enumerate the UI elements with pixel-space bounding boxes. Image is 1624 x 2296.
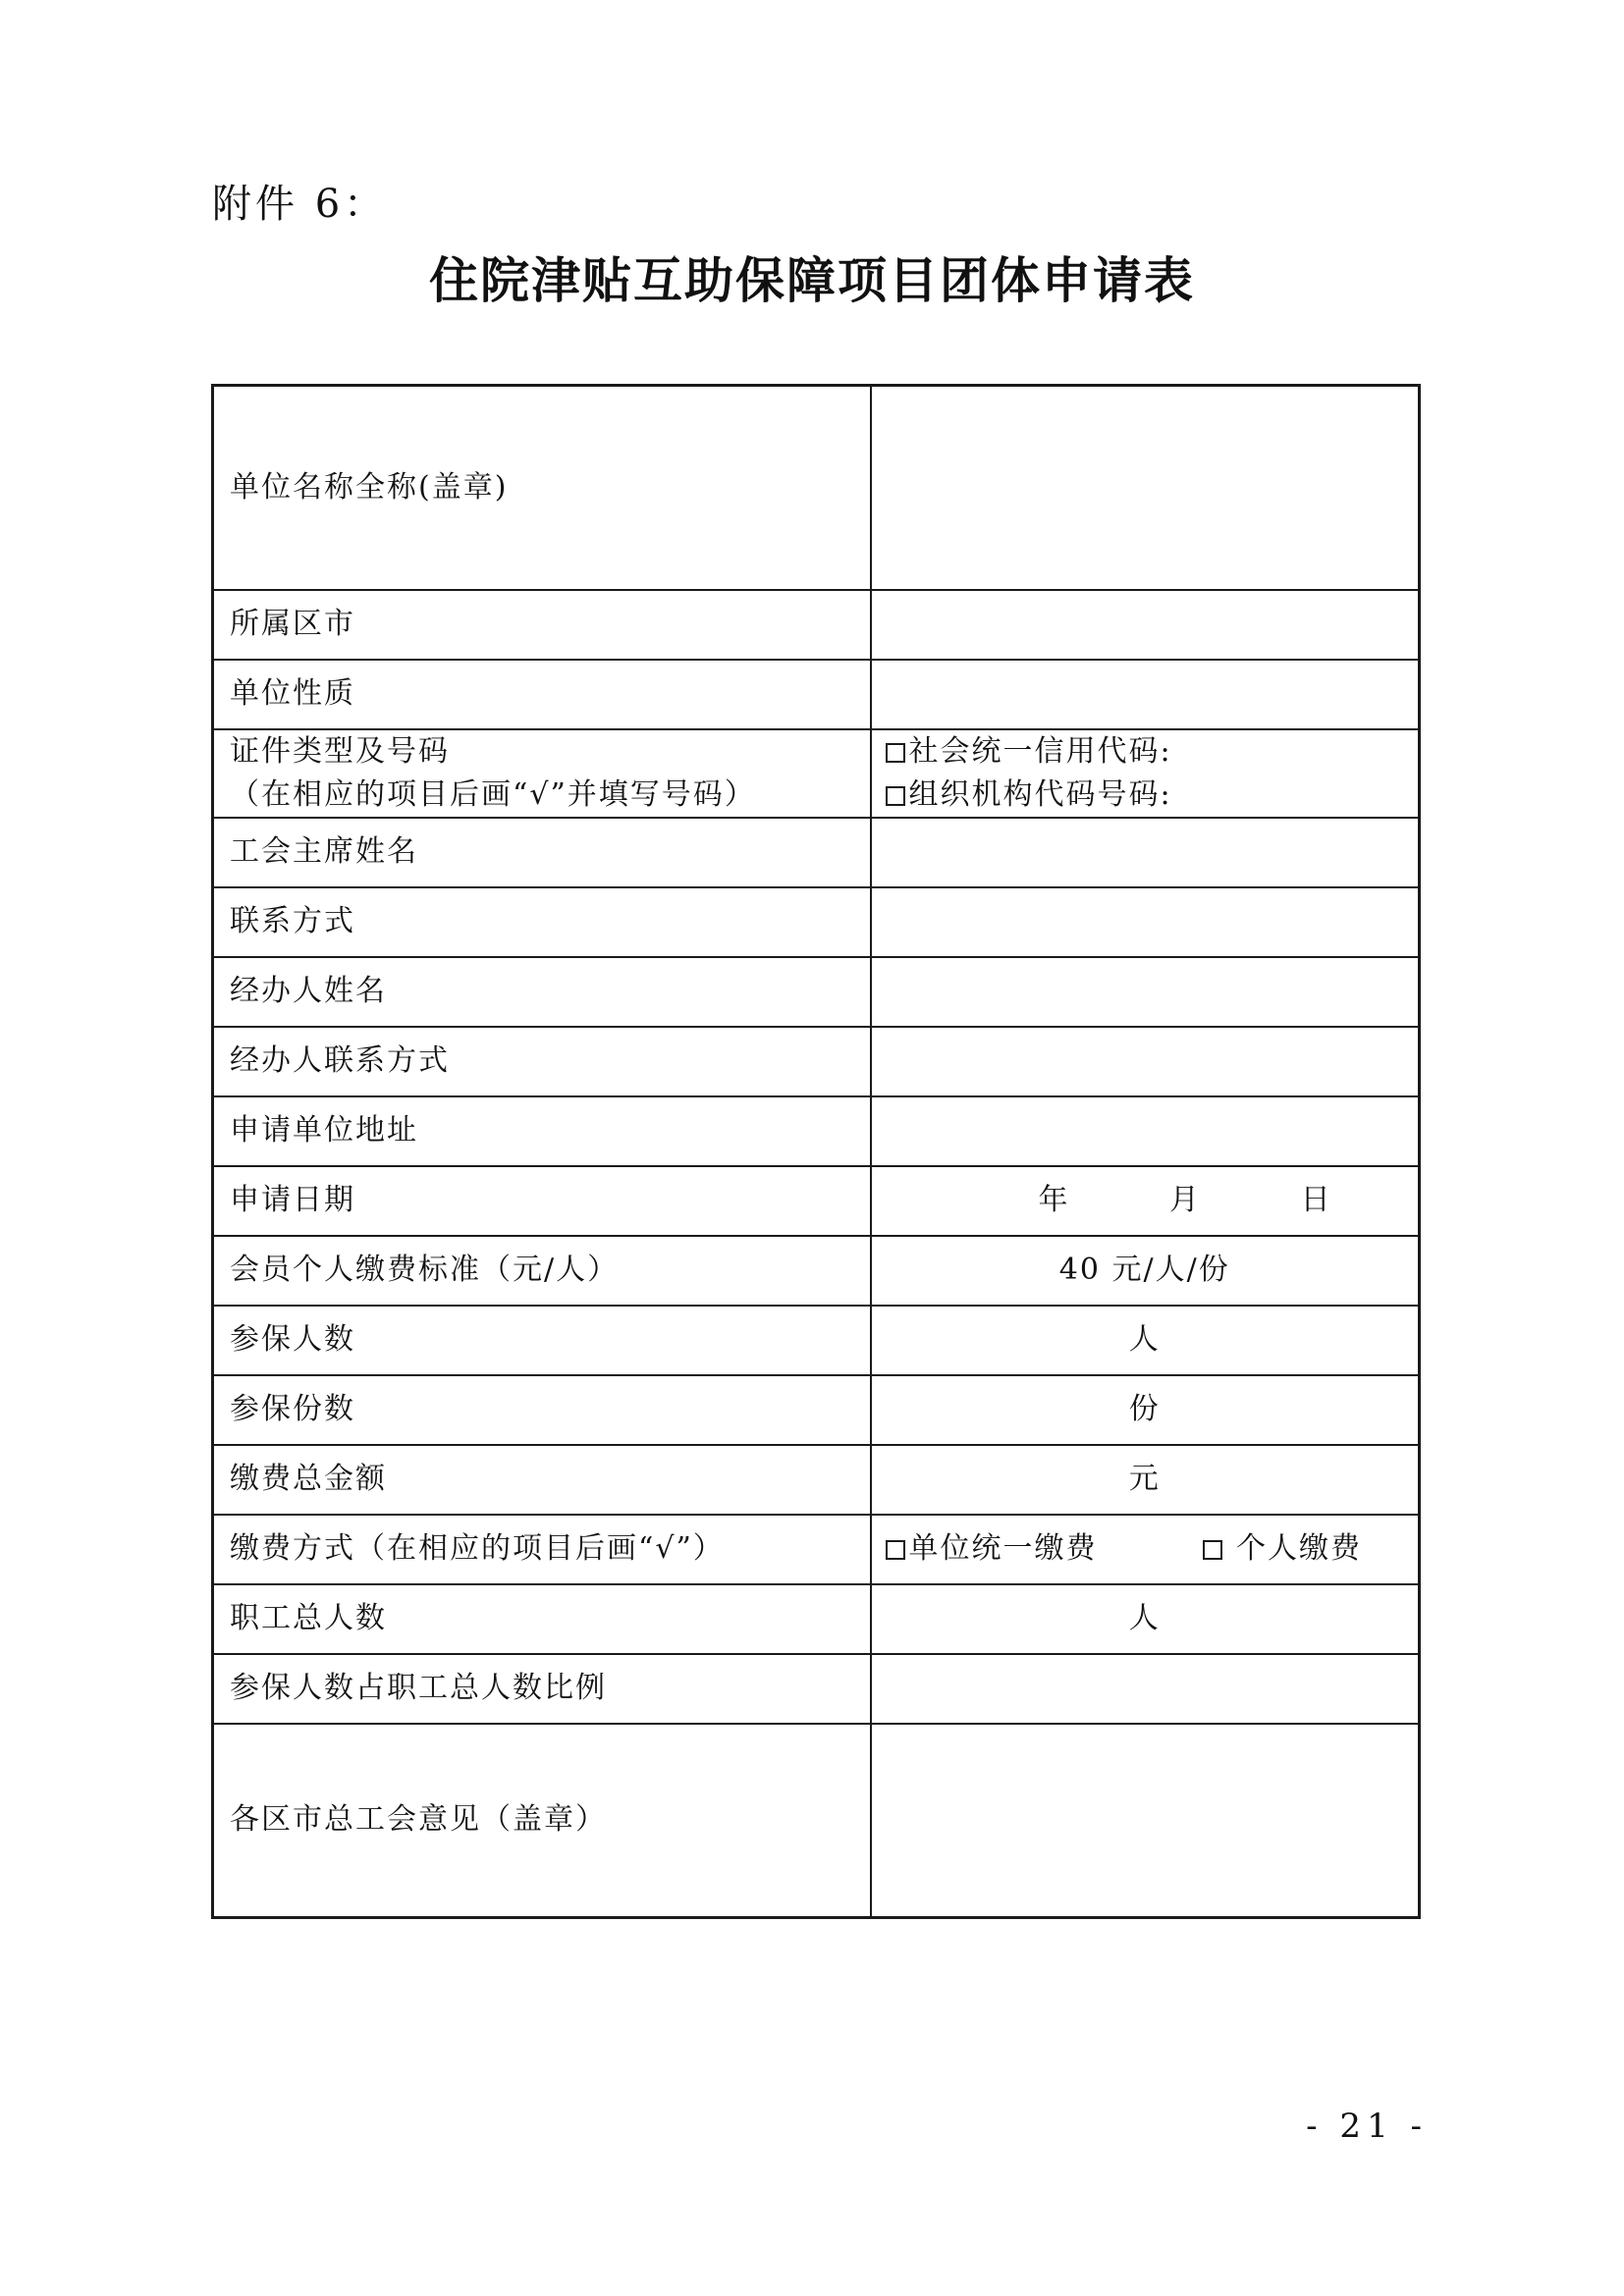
unit-payment-option[interactable]	[886, 1531, 1098, 1566]
row-total-staff	[213, 1584, 1420, 1654]
application-form-table	[211, 384, 1421, 1919]
org-code-option[interactable]	[886, 774, 1403, 817]
address-label: 申请单位地址	[213, 1096, 871, 1166]
union-chair-label: 工会主席姓名	[213, 818, 871, 887]
row-district	[213, 590, 1420, 660]
contact-label: 联系方式	[213, 887, 871, 957]
row-ratio	[213, 1654, 1420, 1724]
certificate-hint: （在相应的项目后画“√”并填写号码）	[230, 776, 756, 812]
district-opinion-label: 各区市总工会意见（盖章）	[213, 1724, 871, 1918]
checkbox-icon[interactable]	[886, 743, 905, 763]
total-staff-label: 职工总人数	[213, 1584, 871, 1654]
total-fee-label: 缴费总金额	[213, 1445, 871, 1515]
total-staff-field[interactable]: 人	[871, 1584, 1420, 1654]
payment-method-options	[871, 1515, 1420, 1584]
credit-code-option[interactable]	[886, 730, 1403, 774]
certificate-label-cell	[213, 729, 871, 818]
fee-standard-label: 会员个人缴费标准（元/人）	[213, 1236, 871, 1306]
checkbox-icon[interactable]	[886, 786, 905, 806]
apply-date-label: 申请日期	[213, 1166, 871, 1236]
row-certificate	[213, 729, 1420, 818]
fee-standard-value: 40 元/人/份	[871, 1236, 1420, 1306]
handler-name-field[interactable]	[871, 957, 1420, 1027]
handler-contact-field[interactable]	[871, 1027, 1420, 1096]
row-district-opinion	[213, 1724, 1420, 1918]
handler-contact-label: 经办人联系方式	[213, 1027, 871, 1096]
handler-name-label: 经办人姓名	[213, 957, 871, 1027]
district-opinion-field[interactable]	[871, 1724, 1420, 1918]
ratio-field[interactable]	[871, 1654, 1420, 1724]
insured-count-label: 参保人数	[213, 1306, 871, 1375]
personal-payment-label: 个人缴费	[1236, 1531, 1363, 1566]
page-number: - 21 -	[1306, 2107, 1428, 2146]
checkbox-icon[interactable]	[1203, 1540, 1222, 1560]
total-fee-field[interactable]: 元	[871, 1445, 1420, 1515]
row-insured-shares	[213, 1375, 1420, 1445]
credit-code-label: 社会统一信用代码:	[908, 733, 1172, 769]
page-title: 住院津贴互助保障项目团体申请表	[429, 252, 1195, 309]
insured-count-field[interactable]: 人	[871, 1306, 1420, 1375]
org-code-label: 组织机构代码号码:	[908, 776, 1172, 812]
row-total-fee	[213, 1445, 1420, 1515]
apply-date-field[interactable]	[871, 1166, 1420, 1236]
address-field[interactable]	[871, 1096, 1420, 1166]
row-contact	[213, 887, 1420, 957]
district-label: 所属区市	[213, 590, 871, 660]
row-apply-date	[213, 1166, 1420, 1236]
year-label: 年	[1038, 1183, 1070, 1217]
unit-name-field[interactable]	[871, 386, 1420, 590]
unit-name-label: 单位名称全称(盖章)	[213, 386, 871, 590]
row-insured-count	[213, 1306, 1420, 1375]
insured-shares-label: 参保份数	[213, 1375, 871, 1445]
payment-method-label: 缴费方式（在相应的项目后画“√”）	[213, 1515, 871, 1584]
unit-nature-label: 单位性质	[213, 660, 871, 729]
contact-field[interactable]	[871, 887, 1420, 957]
checkbox-icon[interactable]	[886, 1540, 905, 1560]
row-handler-name	[213, 957, 1420, 1027]
insured-shares-field[interactable]: 份	[871, 1375, 1420, 1445]
certificate-options	[871, 729, 1420, 818]
row-unit-nature	[213, 660, 1420, 729]
ratio-label: 参保人数占职工总人数比例	[213, 1654, 871, 1724]
row-payment-method	[213, 1515, 1420, 1584]
month-label: 月	[1169, 1183, 1202, 1217]
row-unit-name	[213, 386, 1420, 590]
row-fee-standard	[213, 1236, 1420, 1306]
attachment-label: 附件 6：	[212, 182, 388, 227]
row-address	[213, 1096, 1420, 1166]
row-union-chair	[213, 818, 1420, 887]
union-chair-field[interactable]	[871, 818, 1420, 887]
unit-nature-field[interactable]	[871, 660, 1420, 729]
unit-payment-label: 单位统一缴费	[908, 1531, 1098, 1566]
row-handler-contact	[213, 1027, 1420, 1096]
certificate-label: 证件类型及号码	[230, 733, 450, 769]
district-field[interactable]	[871, 590, 1420, 660]
personal-payment-option[interactable]	[1203, 1531, 1362, 1566]
day-label: 日	[1300, 1183, 1332, 1217]
